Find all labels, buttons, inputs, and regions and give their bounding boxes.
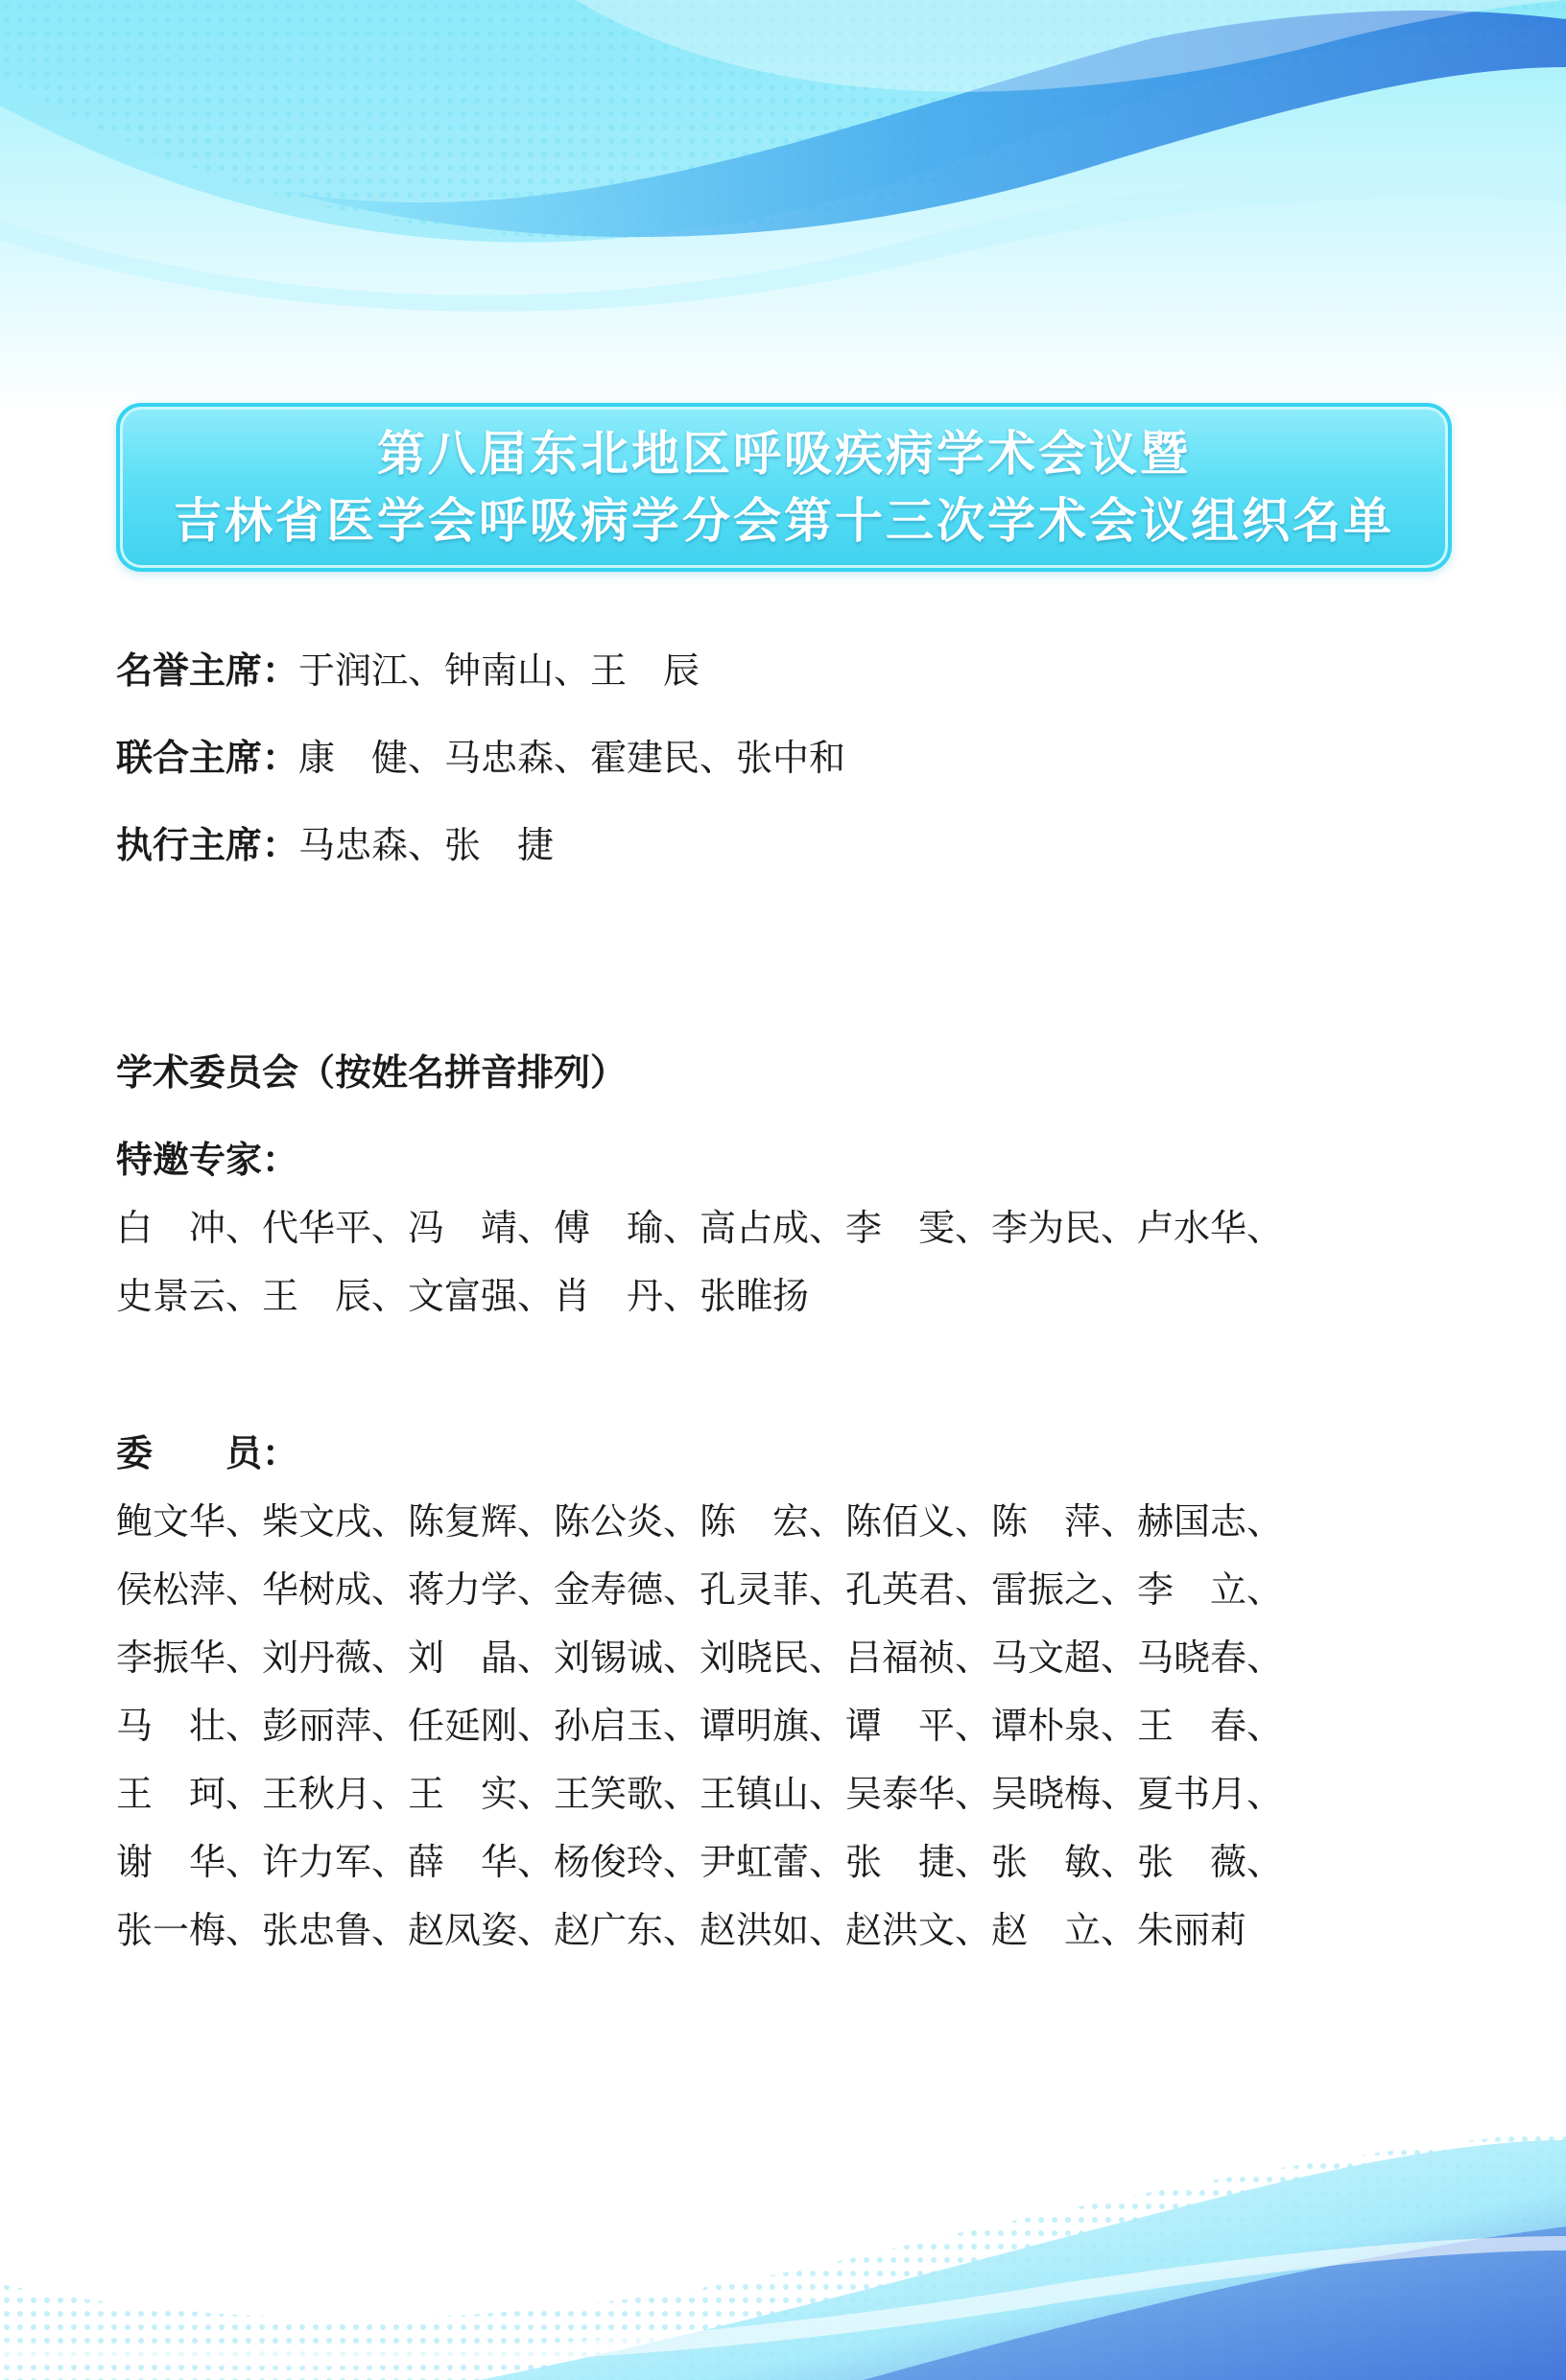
experts-line: 史景云、王 辰、文富强、肖 丹、张睢扬	[116, 1275, 810, 1317]
honorary-chair-row	[116, 648, 1459, 693]
executive-chair-label: 执行主席：	[116, 824, 299, 866]
members-line: 谢 华、许力军、薛 华、杨俊玲、尹虹蕾、张 捷、张 敏、张 薇、	[116, 1841, 1284, 1883]
experts-line: 白 冲、代华平、冯 靖、傅 瑜、高占成、李 雯、李为民、卢水华、	[116, 1207, 1284, 1249]
joint-chair-names: 康 健、马忠森、霍建民、张中和	[298, 737, 846, 779]
executive-chair-row	[116, 823, 1459, 867]
members-line: 李振华、刘丹薇、刘 晶、刘锡诚、刘晓民、吕福祯、马文超、马晓春、	[116, 1637, 1284, 1679]
members-line: 侯松萍、华树成、蒋力学、金寿德、孔灵菲、孔英君、雷振之、李 立、	[116, 1568, 1284, 1611]
organization-list	[116, 648, 1459, 1965]
joint-chair-row	[116, 736, 1459, 780]
title-line-1: 第八届东北地区呼吸疾病学术会议暨	[377, 426, 1191, 482]
experts-label: 特邀专家：	[116, 1139, 299, 1181]
title-banner	[116, 403, 1452, 572]
executive-chair-names: 马忠森、张 捷	[298, 824, 555, 866]
members-line: 王 珂、王秋月、王 实、王笑歌、王镇山、吴泰华、吴晓梅、夏书月、	[116, 1773, 1284, 1815]
committee-heading: 学术委员会（按姓名拼音排列）	[116, 1051, 628, 1094]
members-line: 鲍文华、柴文戌、陈复辉、陈公炎、陈 宏、陈佰义、陈 萍、赫国志、	[116, 1500, 1284, 1543]
members-line: 马 壮、彭丽萍、任延刚、孙启玉、谭明旗、谭 平、谭朴泉、王 春、	[116, 1705, 1284, 1747]
members-label: 委 员：	[116, 1432, 299, 1474]
top-wave-decoration	[0, 0, 1566, 412]
joint-chair-label: 联合主席：	[116, 737, 299, 779]
bottom-wave-decoration	[0, 2092, 1566, 2380]
title-line-2: 吉林省医学会呼吸病学分会第十三次学术会议组织名单	[174, 493, 1394, 549]
honorary-chair-label: 名誉主席：	[116, 649, 299, 692]
members-line: 张一梅、张忠鲁、赵凤姿、赵广东、赵洪如、赵洪文、赵 立、朱丽莉	[116, 1909, 1247, 1951]
honorary-chair-names: 于润江、钟南山、王 辰	[298, 649, 700, 692]
